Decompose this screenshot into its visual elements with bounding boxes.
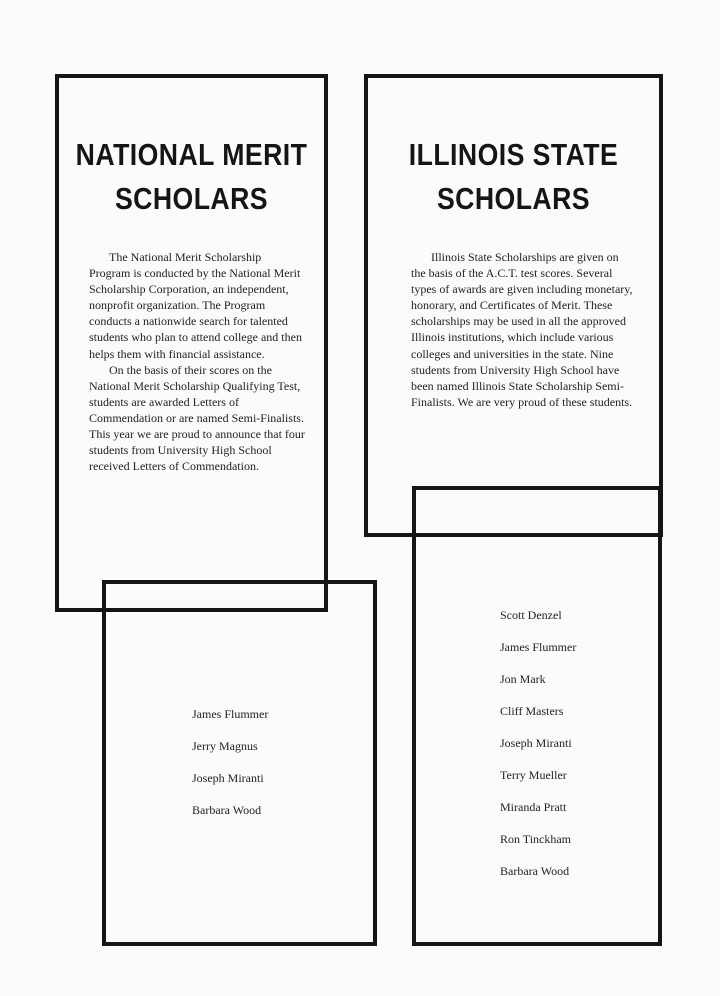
list-item: Joseph Miranti <box>192 771 264 785</box>
national-merit-title-line1: NATIONAL MERIT <box>75 137 308 172</box>
illinois-state-paragraph-1: Illinois State Scholarships are given on the basis of the A.C.T. test scores. Several types of awards are given including monetary, honorary, and Certificates of Merit. These scholarships may be used in all the approved Illinois institutions, which include various colleges and universities in the state. Nine students from University High School have been named Illinois State Scholarship Semi-Finalists. We are very proud of these students. <box>411 250 633 409</box>
list-item: James Flummer <box>192 707 269 721</box>
list-item: Miranda Pratt <box>500 800 567 814</box>
list-item: Barbara Wood <box>192 803 262 817</box>
illinois-state-names-list <box>500 607 576 895</box>
national-merit-names-list <box>192 706 268 834</box>
list-item: Cliff Masters <box>500 704 564 718</box>
list-item: Jerry Magnus <box>192 739 258 753</box>
illinois-state-description <box>411 249 635 410</box>
illinois-state-title-line1: ILLINOIS STATE <box>408 137 619 172</box>
list-item: Barbara Wood <box>500 864 570 878</box>
list-item: Scott Denzel <box>500 608 562 622</box>
national-merit-description <box>89 249 305 474</box>
illinois-state-title-line2: SCHOLARS <box>436 181 591 216</box>
list-item: Jon Mark <box>500 672 546 686</box>
list-item: Ron Tinckham <box>500 832 572 846</box>
list-item: James Flummer <box>500 640 577 654</box>
list-item: Terry Mueller <box>500 768 567 782</box>
national-merit-title-line2: SCHOLARS <box>114 181 269 216</box>
national-merit-paragraph-2: On the basis of their scores on the National Merit Scholarship Qualifying Test, students are awarded Letters of Commendation or are named Semi-Finalists. This year we are proud to announce that four students from University High School received Letters of Commendation. <box>89 362 305 474</box>
illinois-state-title <box>385 133 642 221</box>
list-item: Joseph Miranti <box>500 736 572 750</box>
national-merit-title <box>74 133 309 221</box>
national-merit-paragraph-1: The National Merit Scholarship Program is conducted by the National Merit Scholarship Corporation, an independent, nonprofit organization. The Program conducts a nationwide search for talented students who plan to attend college and then helps them with financial assistance. <box>89 250 302 361</box>
